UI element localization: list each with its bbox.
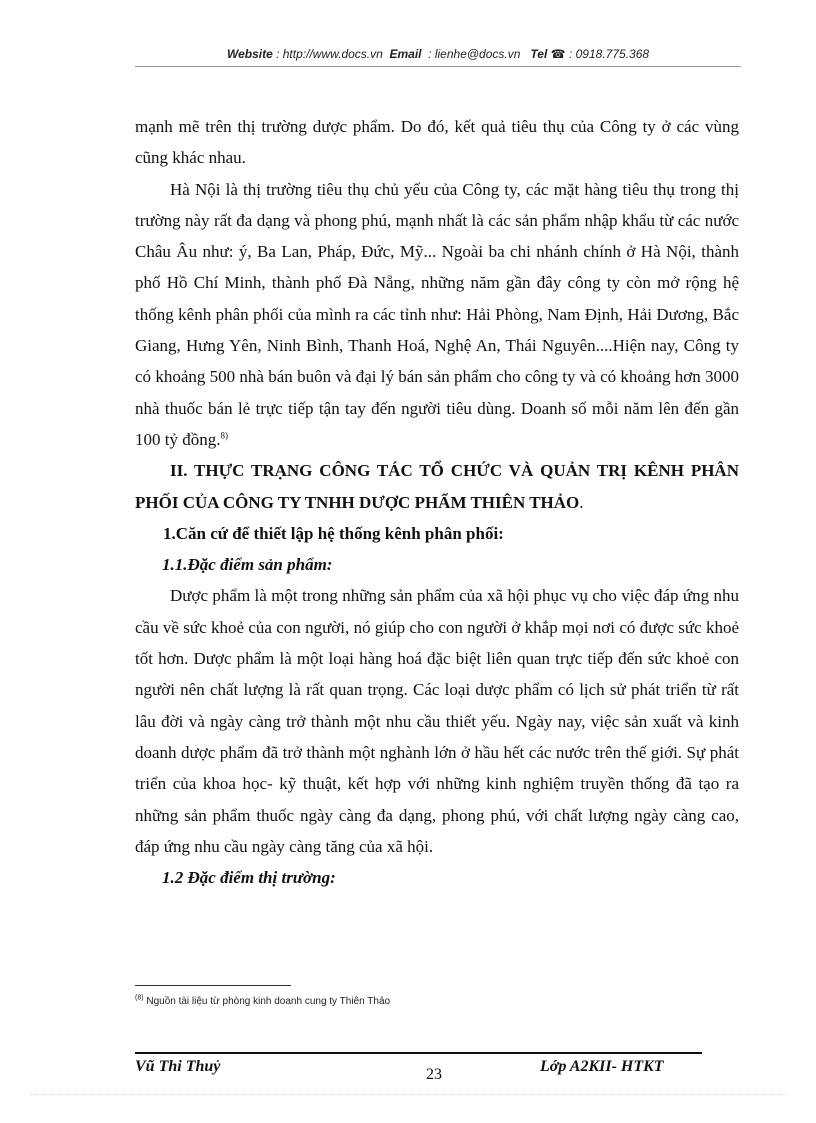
tel-value: : 0918.775.368 [568,47,650,61]
footer-divider [135,1052,702,1054]
paragraph-3: Dược phẩm là một trong những sản phẩm của xã hội phục vụ cho việc đáp ứng nhu cầu về sức khoẻ của con người, nó giúp cho con người ở khắp mọi nơi có được sức khoẻ tốt hơn. Dược phẩm là một loại hàng hoá đặc biệt liên quan trực tiếp đến sức khoẻ con người nên chất lượng là rất quan trọng. Các loại dược phẩm có lịch sử phát triển từ rất lâu đời và ngày càng trở thành một nhu cầu thiết yếu. Ngày nay, việc sản xuất và kinh doanh dược phẩm đã trở thành một nghành lớn ở hầu hết các nước trên thế giới. Sự phát triển của khoa học- kỹ thuật, kết hợp với những kinh nghiệm truyền thống đã tạo ra những sản phẩm thuốc ngày càng đa dạng, phong phú, với chất lượng ngày càng cao, đáp ứng nhu cầu ngày càng tăng của xã hội. [135,586,739,856]
email-value: : lienhe@docs.vn [428,47,521,61]
page-number: 23 [426,1066,442,1083]
section-heading-ii [135,455,739,518]
paragraph-2-text: Hà Nội là thị trường tiêu thụ chủ yếu của Công ty, các mặt hàng tiêu thụ trong thị trường này rất đa dạng và phong phú, mạnh nhất là các sản phẩm nhập khẩu từ các nước Châu Âu như: ý, Ba Lan, Pháp, Đức, Mỹ... Ngoài ba chi nhánh chính ở Hà Nội, thành phố Hồ Chí Minh, thành phố Đà Nẵng, những năm gần đây công ty còn mở rộng hệ thống kênh phân phối của mình ra các tỉnh như: Hải Phòng, Nam Định, Hải Dương, Bắc Giang, Hưng Yên, Ninh Bình, Thanh Hoá, Nghệ An, Thái Nguyên....Hiện nay, Công ty có khoảng 500 nhà bán buôn và đại lý bán sản phẩm cho công ty và có khoảng hơn 3000 nhà thuốc bán lẻ trực tiếp tận tay đến người tiêu dùng. Doanh số mỗi năm lên đến gần 100 tỷ đồng. [135,179,739,449]
section-heading-ii-text: II. THỰC TRẠNG CÔNG TÁC TỔ CHỨC VÀ QUẢN TRỊ KÊNH PHÂN PHỐI CỦA CÔNG TY TNHH DƯỢC PHẨM THIÊN THẢO [135,461,739,512]
page-edge [30,1094,786,1095]
phone-icon: ☎ [550,47,566,61]
section-heading-ii-period: . [579,492,584,512]
footnote-divider [135,985,291,986]
footer-class: Lớp A2KII- HTKT [540,1058,664,1075]
footnote-text: Nguồn tài liệu từ phòng kinh doanh cung ty Thiên Thảo [146,996,391,1007]
reference-mark: 8) [220,430,228,441]
subheading-1: 1.Căn cứ để thiết lập hệ thống kênh phân phối: [163,523,504,543]
tel-label: Tel [530,47,548,61]
footnote [135,996,390,1007]
page-header [135,47,741,61]
paragraph-1: mạnh mẽ trên thị trường dược phẩm. Do đó, kết quả tiêu thụ của Công ty ở các vùng cũng khác nhau. [135,117,739,168]
footnote-mark: (8) [135,994,144,1002]
header-divider [135,66,741,67]
email-label: Email [389,47,422,61]
website-value: : http://www.docs.vn [276,47,383,61]
subheading-1-1: 1.1.Đặc điểm sản phẩm: [162,555,333,575]
subheading-1-2: 1.2 Đặc điểm thị trường: [162,868,336,888]
document-body [135,111,739,893]
website-label: Website [226,47,273,61]
paragraph-2 [135,174,739,456]
footer-author: Vũ Thi Thuỷ [135,1058,221,1075]
